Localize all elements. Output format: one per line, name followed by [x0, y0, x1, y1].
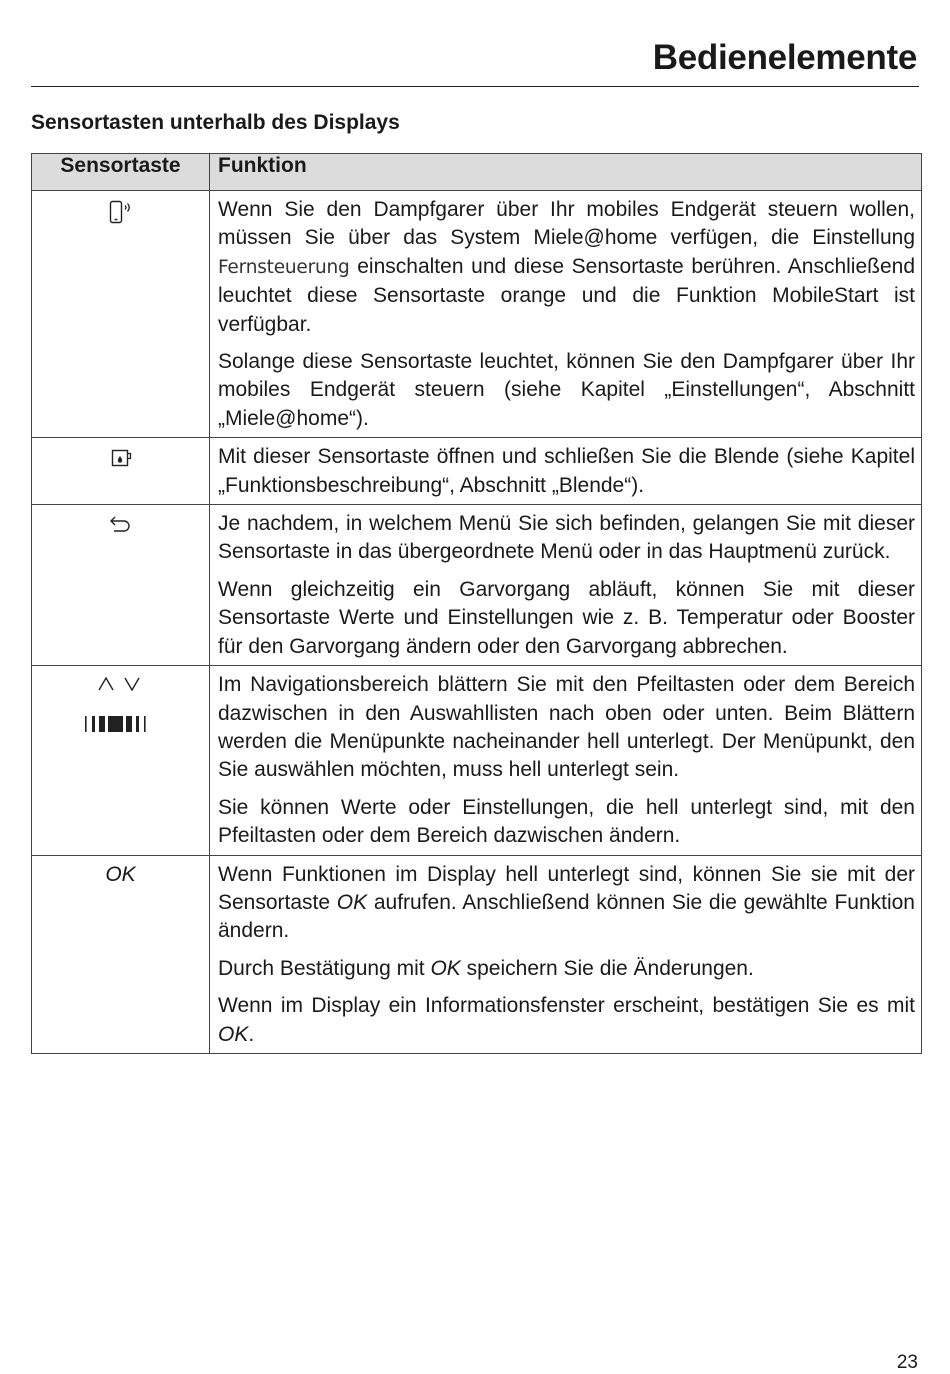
sensor-key-cell — [32, 855, 210, 1053]
column-header-funktion: Funktion — [210, 154, 922, 191]
function-cell — [210, 855, 922, 1053]
sensor-key-cell — [32, 666, 210, 855]
page-number: 23 — [896, 1352, 918, 1373]
function-text: Wenn Sie den Dampfgarer über Ihr mobiles Endgerät steuern wollen, müssen Sie über das System Miele@home verfügen, die Einstellung Fernsteuerung einschalten und diese Sensortaste berühren. Anschließend leuchtet diese Sensortaste orange und die Funktion MobileStart ist verfügbar. — [218, 198, 915, 336]
function-text: Je nachdem, in welchem Menü Sie sich befinden, gelangen Sie mit dieser Sensortaste in das übergeordnete Menü oder in das Hauptmenü zurück. — [218, 512, 915, 564]
water-tank-panel-icon — [106, 446, 136, 477]
table-row — [32, 438, 922, 505]
function-text: Sie können Werte oder Einstellungen, die hell unterlegt sind, mit den Pfeiltasten oder dem Bereich dazwischen ändern. — [218, 795, 915, 848]
table-row — [32, 855, 922, 1053]
navigation-bar-icon — [84, 715, 158, 733]
sensor-key-cell — [32, 505, 210, 666]
table-row — [32, 505, 922, 666]
table-row — [32, 191, 922, 438]
mobile-remote-icon — [106, 199, 136, 232]
sensor-key-cell — [32, 438, 210, 505]
page-title: Bedienelemente — [652, 38, 917, 77]
function-text: Solange diese Sensortaste leuchtet, können Sie den Dampfgarer über Ihr mobiles Endgerät steuern (siehe Kapitel „Einstellungen“, Abschnitt „Miele@home“). — [218, 350, 915, 430]
section-heading: Sensortasten unterhalb des Displays — [31, 111, 400, 134]
sensor-keys-table — [31, 153, 922, 1054]
setting-name: Fernsteuerung — [218, 256, 350, 278]
ok-key-label: OK — [105, 862, 136, 886]
function-cell — [210, 438, 922, 505]
function-text: Wenn gleichzeitig ein Garvorgang abläuft, können Sie mit dieser Sensortaste Werte und Einstellungen wie z. B. Temperatur oder Booster für den Garvorgang ändern oder den Garvorgang abbrechen. — [218, 577, 915, 658]
function-text: Im Navigationsbereich blättern Sie mit den Pfeiltasten oder dem Bereich dazwischen in den Auswahllisten nach oben oder unten. Beim Blättern werden die Menüpunkte nacheinander hell unterlegt. Der Menüpunkt, den Sie auswählen möchten, muss hell unterlegt sein. — [218, 673, 915, 782]
back-arrow-icon — [106, 513, 136, 542]
function-text: Wenn Funktionen im Display hell unterlegt sind, können Sie sie mit der Sensortaste OK aufrufen. Anschließend können Sie die gewählte Funktion ändern. — [218, 862, 915, 943]
function-cell — [210, 666, 922, 855]
sensor-key-cell — [32, 191, 210, 438]
function-text: Wenn im Display ein Informationsfenster erscheint, bestätigen Sie es mit OK. — [218, 994, 915, 1046]
function-cell — [210, 505, 922, 666]
page-header — [31, 30, 919, 87]
table-header-row — [32, 154, 922, 191]
arrow-up-down-icon — [96, 674, 146, 699]
column-header-sensortaste: Sensortaste — [32, 154, 210, 191]
function-text: Mit dieser Sensortaste öffnen und schließen Sie die Blende (siehe Kapitel „Funktionsbeschreibung“, Abschnitt „Blende“). — [218, 445, 915, 497]
function-cell — [210, 191, 922, 438]
table-row — [32, 666, 922, 855]
function-text: Durch Bestätigung mit OK speichern Sie die Änderungen. — [218, 956, 754, 980]
